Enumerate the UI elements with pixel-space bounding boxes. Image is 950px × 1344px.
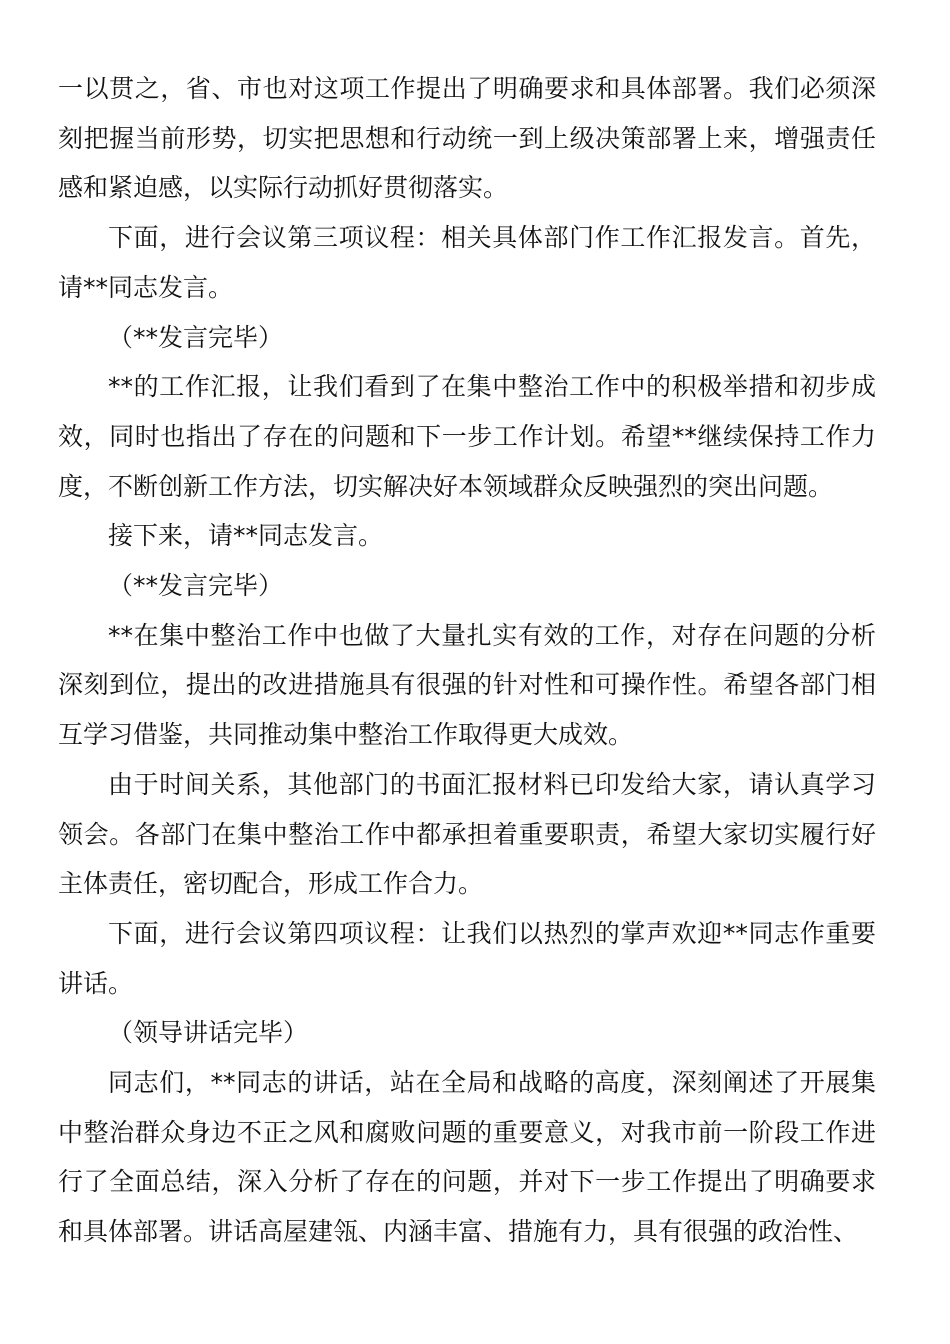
document-page: [58, 64, 876, 1257]
paragraph: （**发言完毕）: [108, 322, 284, 352]
paragraph: （领导讲话完毕）: [108, 1018, 309, 1048]
paragraph: 接下来，请**同志发言。: [108, 521, 384, 551]
paragraph: 由于时间关系，其他部门的书面汇报材料已印发给大家，请认真学习领会。各部门在集中整治工作中都承担着重要职责，希望大家切实履行好主体责任，密切配合，形成工作合力。: [58, 769, 876, 899]
paragraph: 下面，进行会议第四项议程：让我们以热烈的掌声欢迎**同志作重要讲话。: [58, 918, 876, 998]
paragraph: 下面，进行会议第三项议程：相关具体部门作工作汇报发言。首先，请**同志发言。: [58, 223, 876, 302]
paragraph: （**发言完毕）: [108, 571, 284, 601]
paragraph: **在集中整治工作中也做了大量扎实有效的工作，对存在问题的分析深刻到位，提出的改进措施具有很强的针对性和可操作性。希望各部门相互学习借鉴，共同推动集中整治工作取得更大成效。: [58, 620, 876, 750]
paragraph-continued: 一以贯之，省、市也对这项工作提出了明确要求和具体部署。我们必须深刻把握当前形势，切实把思想和行动统一到上级决策部署上来，增强责任感和紧迫感，以实际行动抓好贯彻落实。: [58, 74, 876, 203]
paragraph: 同志们，**同志的讲话，站在全局和战略的高度，深刻阐述了开展集中整治群众身边不正之风和腐败问题的重要意义，对我市前一阶段工作进行了全面总结，深入分析了存在的问题，并对下一步工作提出了明确要求和具体部署。讲话高屋建瓴、内涵丰富、措施有力，具有很强的政治性、: [58, 1068, 876, 1247]
paragraph: **的工作汇报，让我们看到了在集中整治工作中的积极举措和初步成效，同时也指出了存在的问题和下一步工作计划。希望**继续保持工作力度，不断创新工作方法，切实解决好本领域群众反映强烈的突出问题。: [58, 372, 876, 501]
